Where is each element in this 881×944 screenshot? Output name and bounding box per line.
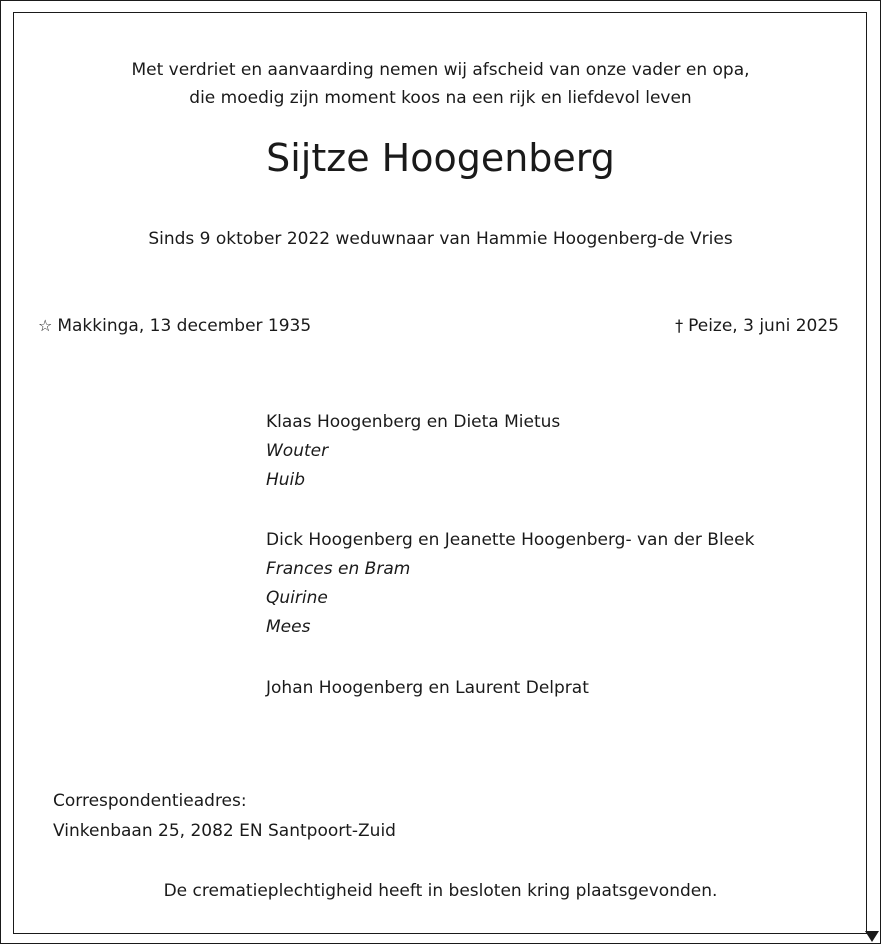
intro-line-2: die moedig zijn moment koos na een rijk en liefdevol leven	[189, 88, 692, 108]
family-child: Wouter	[266, 441, 329, 461]
family-child: Huib	[266, 470, 306, 490]
correspondence-street: Vinkenbaan 25, 2082 EN Santpoort-Zuid	[53, 821, 396, 841]
family-child: Frances en Bram	[266, 559, 411, 579]
birth-text: Makkinga, 13 december 1935	[57, 316, 312, 336]
family-names	[266, 674, 589, 703]
cross-icon: †	[675, 316, 684, 335]
family-parents: Johan Hoogenberg en Laurent Delprat	[266, 678, 589, 698]
intro-line-1: Met verdriet en aanvaarding nemen wij afscheid van onze vader en opa,	[131, 60, 750, 80]
family-parents: Dick Hoogenberg en Jeanette Hoogenberg- van der Bleek	[266, 530, 755, 550]
correspondence-address	[53, 786, 396, 846]
birth-info	[38, 312, 311, 340]
family-names	[266, 526, 754, 642]
scroll-down-arrow-icon[interactable]	[865, 931, 879, 942]
family-child: Quirine	[266, 588, 328, 608]
family-names	[266, 408, 560, 495]
family-child: Mees	[266, 617, 311, 637]
intro-text	[0, 56, 881, 112]
deceased-name: Sijtze Hoogenberg	[266, 136, 615, 180]
correspondence-label: Correspondentieadres:	[53, 791, 247, 811]
star-icon: ☆	[38, 316, 53, 335]
closing-text: De crematieplechtigheid heeft in besloten kring plaatsgevonden.	[163, 881, 718, 901]
death-text: Peize, 3 juni 2025	[688, 316, 839, 336]
family-parents: Klaas Hoogenberg en Dieta Mietus	[266, 412, 561, 432]
widower-line: Sinds 9 oktober 2022 weduwnaar van Hammie Hoogenberg-de Vries	[148, 229, 733, 249]
death-info	[675, 312, 839, 340]
